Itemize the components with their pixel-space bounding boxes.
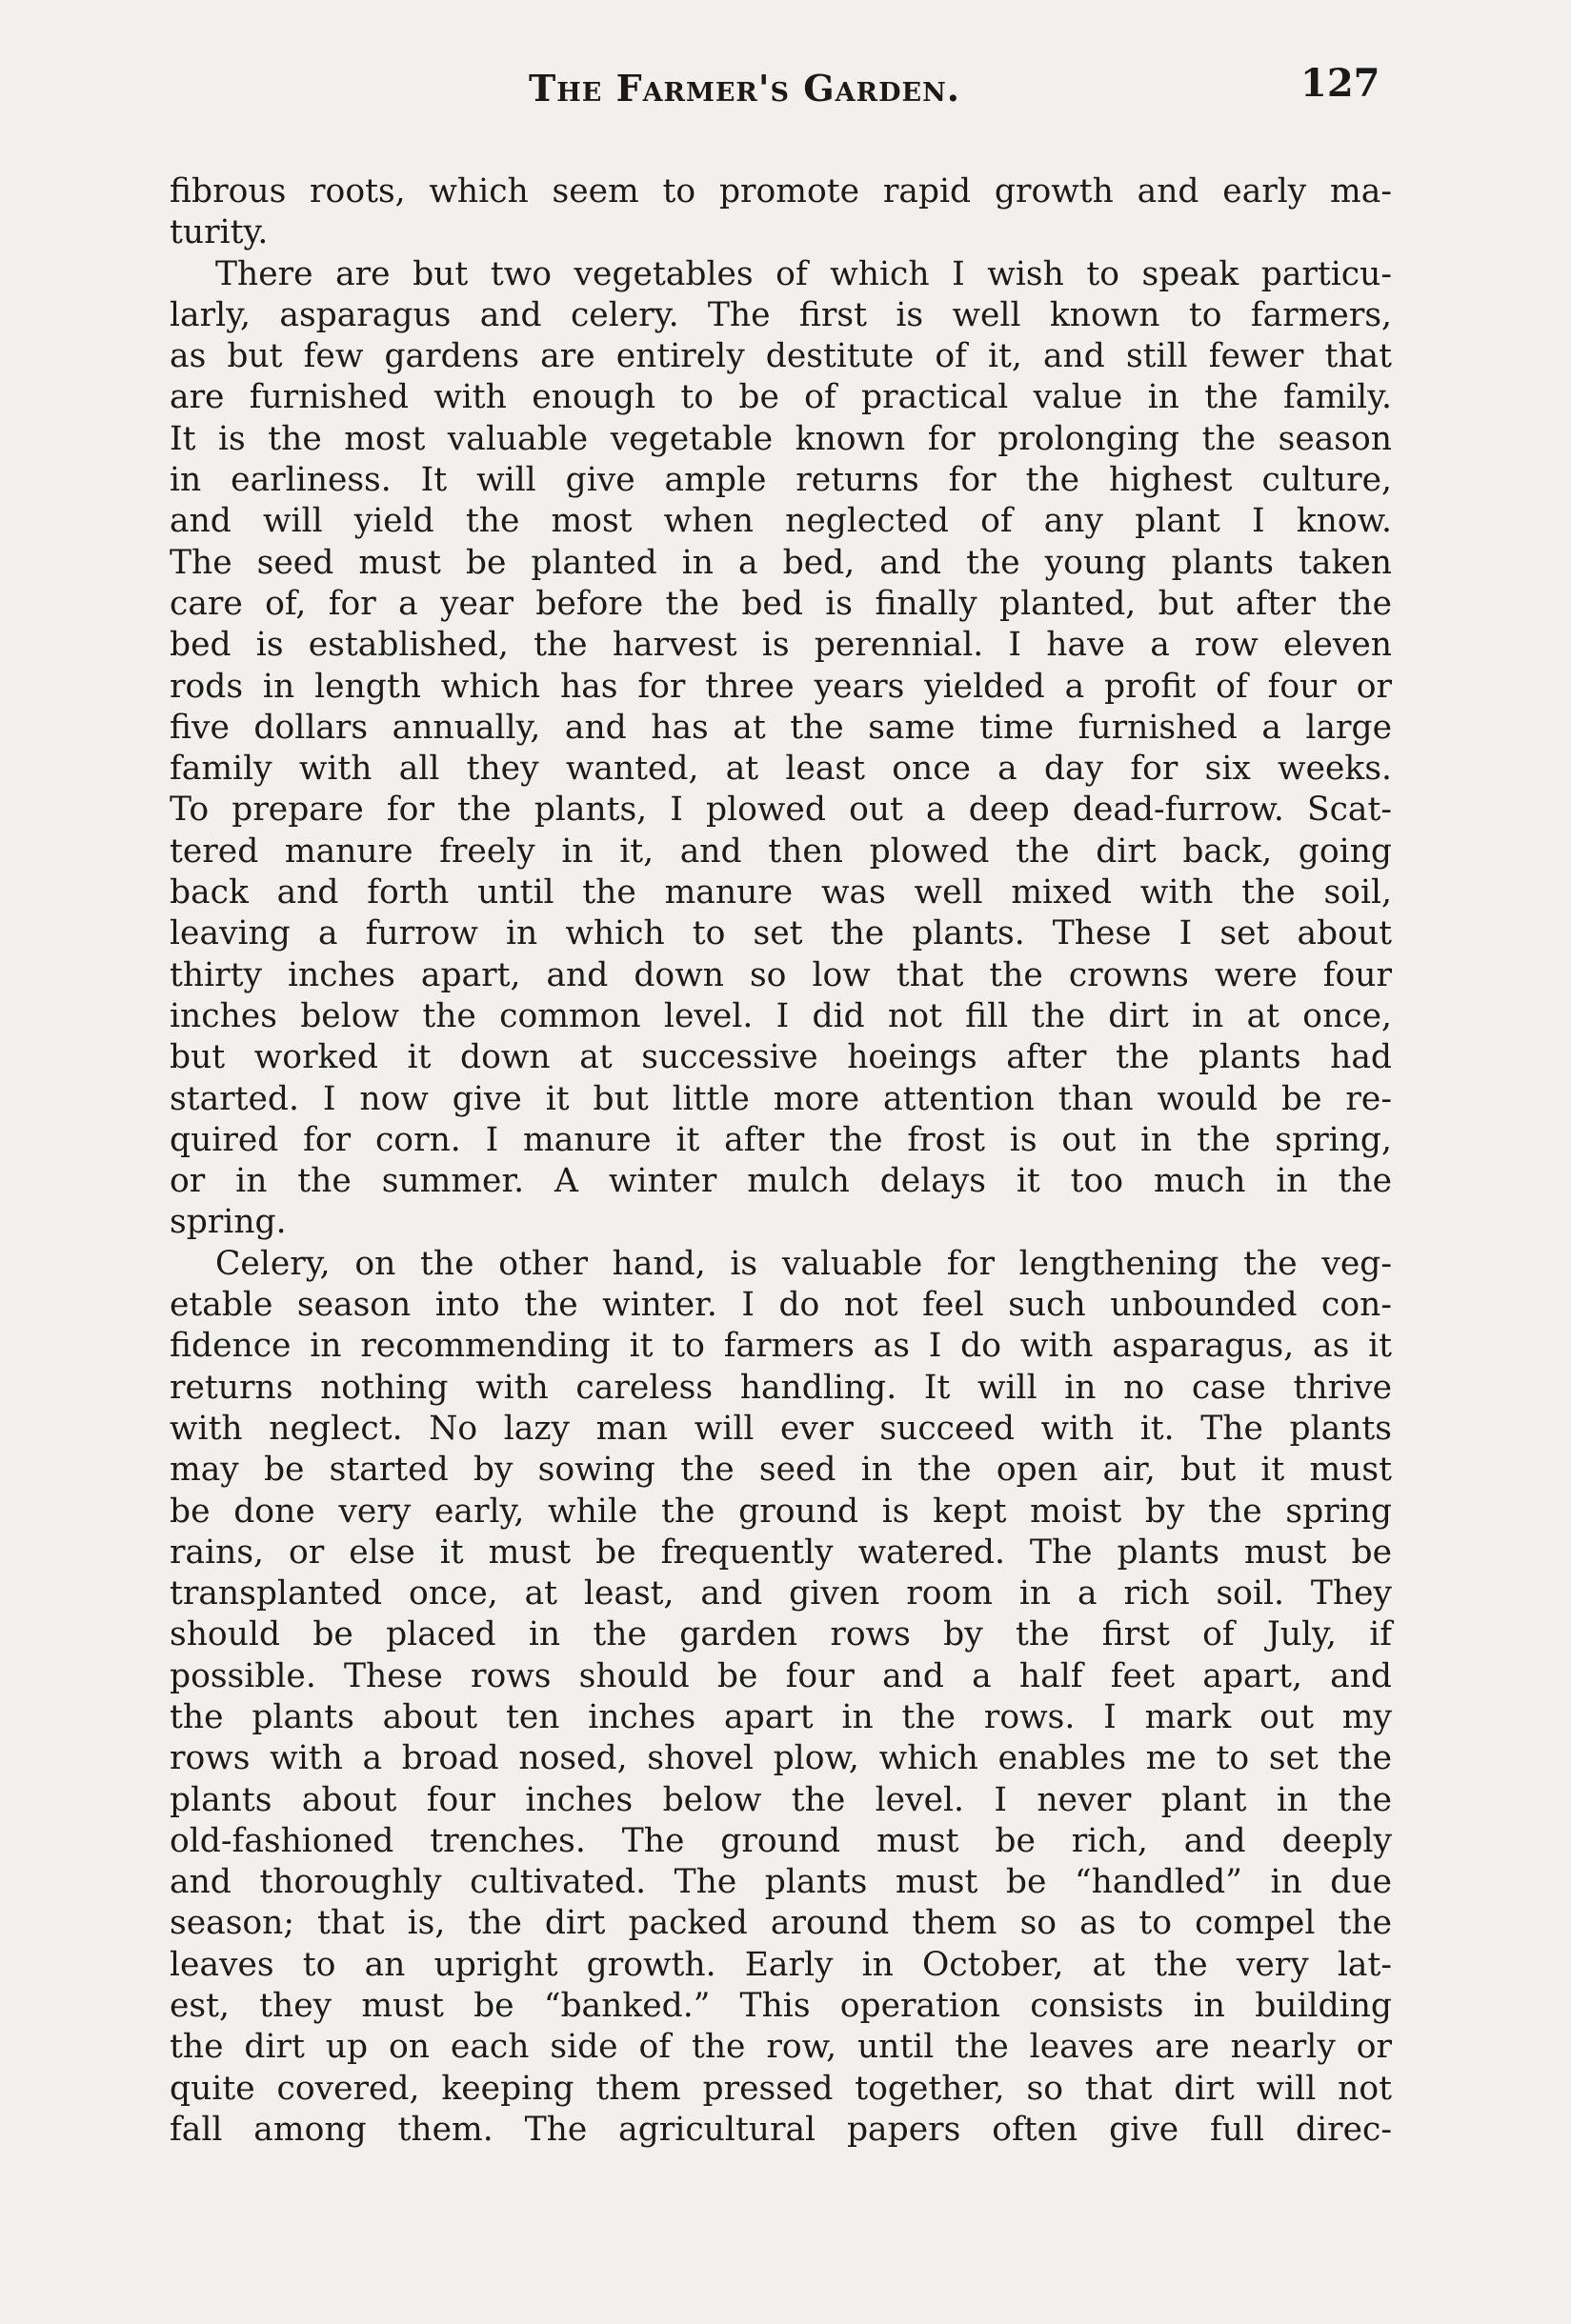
paragraph-start-line: There are but two vegetables of which I wish to speak particu-: [215, 254, 1392, 293]
text-line: rains, or else it must be frequently watered. The plants must be: [170, 1533, 1392, 1572]
text-line: may be started by sowing the seed in the open air, but it must: [170, 1451, 1392, 1490]
text-line: possible. These rows should be four and a half feet apart, and: [170, 1656, 1392, 1695]
text-line: season; that is, the dirt packed around them so as to compel the: [170, 1904, 1392, 1943]
page-number: 127: [1300, 61, 1380, 106]
running-title: The Farmer's Garden.: [529, 67, 960, 110]
text-line: inches below the common level. I did not fill the dirt in at once,: [170, 996, 1392, 1035]
text-line: est, they must be “banked.” This operation consists in building: [170, 1987, 1392, 2026]
text-line: rows with a broad nosed, shovel plow, which enables me to set the: [170, 1739, 1392, 1778]
text-line: the dirt up on each side of the row, until the leaves are nearly or: [170, 2028, 1392, 2067]
text-line: The seed must be planted in a bed, and the young plants taken: [170, 543, 1392, 582]
text-line: quired for corn. I manure it after the frost is out in the spring,: [170, 1120, 1392, 1159]
text-line: larly, asparagus and celery. The first is well known to farmers,: [170, 295, 1392, 334]
body-text: [170, 171, 1392, 2151]
text-line: rods in length which has for three years yielded a profit of four or: [170, 667, 1392, 706]
text-line: five dollars annually, and has at the same time furnished a large: [170, 708, 1392, 747]
text-line: leaves to an upright growth. Early in October, at the very lat-: [170, 1945, 1392, 1984]
text-line: transplanted once, at least, and given room in a rich soil. They: [170, 1574, 1392, 1613]
text-line: thirty inches apart, and down so low that the crowns were four: [170, 955, 1392, 994]
text-line: quite covered, keeping them pressed together, so that dirt will not: [170, 2069, 1392, 2108]
text-line: It is the most valuable vegetable known for prolonging the season: [170, 419, 1392, 458]
text-line: leaving a furrow in which to set the plants. These I set about: [170, 914, 1392, 953]
paragraph-start-line: Celery, on the other hand, is valuable for lengthening the veg-: [215, 1244, 1392, 1283]
text-line: be done very early, while the ground is kept moist by the spring: [170, 1492, 1392, 1531]
text-line: To prepare for the plants, I plowed out a deep dead-furrow. Scat-: [170, 791, 1392, 830]
text-line: family with all they wanted, at least once a day for six weeks.: [170, 750, 1392, 789]
text-line: spring.: [170, 1203, 287, 1242]
text-line: should be placed in the garden rows by the first of July, if: [170, 1615, 1392, 1654]
text-line: fidence in recommending it to farmers as I do with asparagus, as it: [170, 1327, 1392, 1366]
text-line: plants about four inches below the level. I never plant in the: [170, 1780, 1392, 1819]
text-line: but worked it down at successive hoeings after the plants had: [170, 1038, 1392, 1077]
text-line: bed is established, the harvest is perennial. I have a row eleven: [170, 626, 1392, 665]
text-line: care of, for a year before the bed is finally planted, but after the: [170, 584, 1392, 623]
text-line: etable season into the winter. I do not feel such unbounded con-: [170, 1286, 1392, 1325]
text-line: and will yield the most when neglected of any plant I know.: [170, 502, 1392, 541]
text-line: the plants about ten inches apart in the rows. I mark out my: [170, 1697, 1392, 1736]
text-line: are furnished with enough to be of practical value in the family.: [170, 378, 1392, 417]
text-line: turity.: [170, 213, 269, 252]
text-line: with neglect. No lazy man will ever succeed with it. The plants: [170, 1409, 1392, 1448]
text-line: fibrous roots, which seem to promote rapid growth and early ma-: [170, 172, 1392, 210]
text-line: returns nothing with careless handling. It will in no case thrive: [170, 1368, 1392, 1407]
text-line: started. I now give it but little more attention than would be re-: [170, 1079, 1392, 1118]
text-line: back and forth until the manure was well mixed with the soil,: [170, 873, 1392, 912]
text-line: or in the summer. A winter mulch delays it too much in the: [170, 1162, 1392, 1201]
text-line: old-fashioned trenches. The ground must be rich, and deeply: [170, 1821, 1392, 1860]
text-line: and thoroughly cultivated. The plants must be “handled” in due: [170, 1863, 1392, 1902]
text-line: tered manure freely in it, and then plowed the dirt back, going: [170, 831, 1392, 871]
text-line: fall among them. The agricultural papers often give full direc-: [170, 2110, 1392, 2149]
text-line: in earliness. It will give ample returns for the highest culture,: [170, 461, 1392, 500]
text-line: as but few gardens are entirely destitute of it, and still fewer that: [170, 337, 1392, 376]
